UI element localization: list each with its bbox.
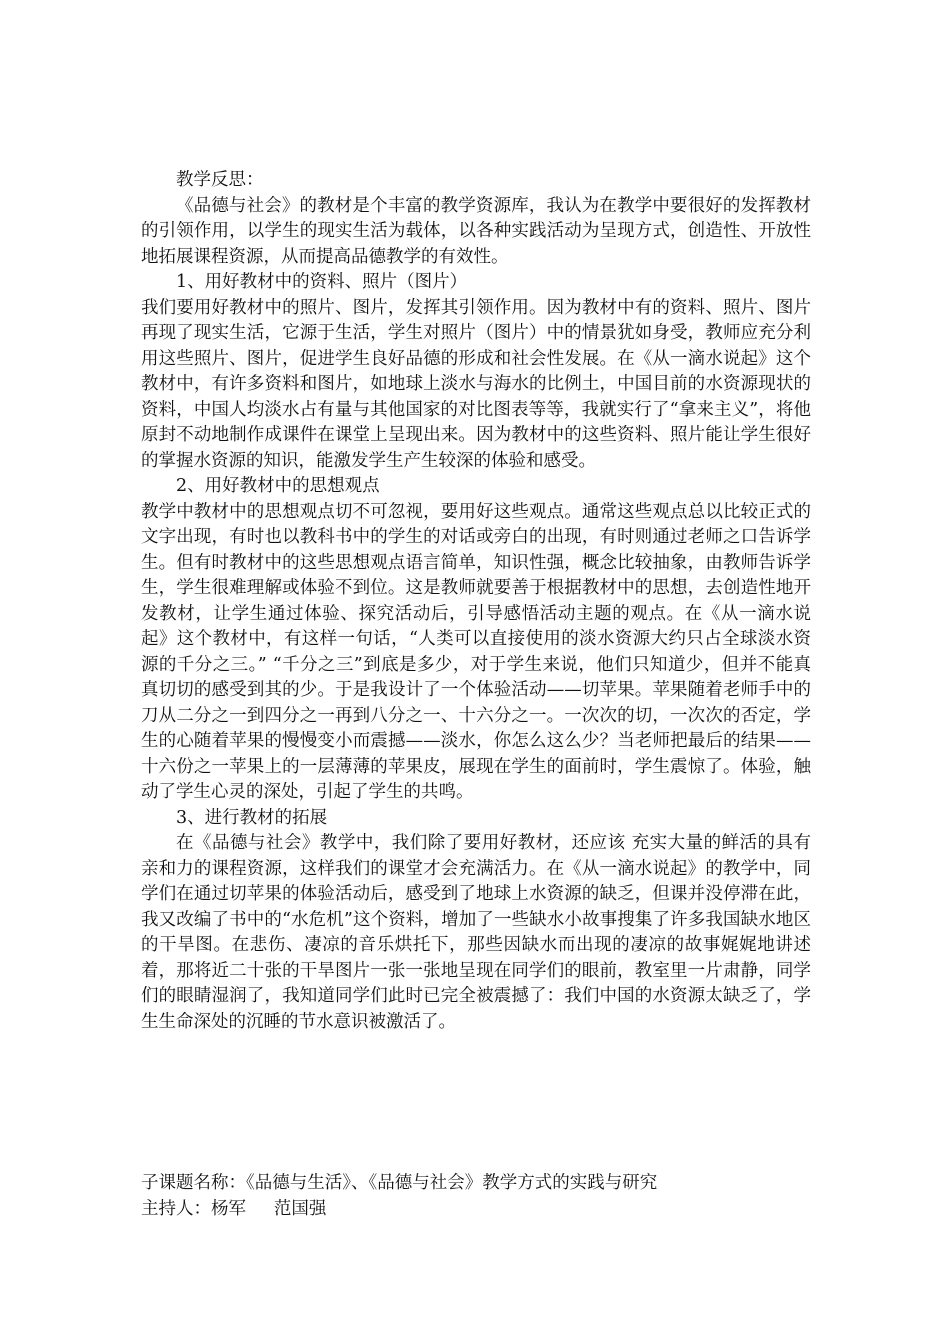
reflection-body [141, 168, 811, 1035]
reflection-heading: 教学反思： [176, 170, 264, 190]
host-names: 主持人：杨军 范国强 [141, 1198, 327, 1219]
section-1-title: 1、用好教材中的资料、照片（图片） [176, 272, 468, 292]
section-3-title: 3、进行教材的拓展 [176, 807, 328, 828]
section-3-body: 在《品德与社会》教学中，我们除了要用好教材，还应该 充实大量的鲜活的具有亲和力的课程资源，这样我们的课堂才会充满活力。在《从一滴水说起》的教学中，同学们在通过切苹果的体验活动后，感受到了地球上水资源的缺乏，但课并没停滞在此，我又改编了书中的“水危机”这个资料，增加了一些缺水小故事搜集了许多我国缺水地区的干旱图。在悲伤、凄凉的音乐烘托下，那些因缺水而出现的凄凉的故事娓娓地讲述着，那将近二十张的干旱图片一张一张地呈现在同学们的眼前，教室里一片肃静，同学们的眼睛湿润了，我知道同学们此时已完全被震撼了：我们中国的水资源太缺乏了，学生生命深处的沉睡的节水意识被激活了。 [141, 833, 811, 1032]
section-2-body: 教学中教材中的思想观点切不可忽视，要用好这些观点。通常这些观点总以比较正式的文字出现，有时也以教科书中的学生的对话或旁白的出现，有时则通过老师之口告诉学生。但有时教材中的这些思想观点语言简单，知识性强，概念比较抽象，由教师告诉学生，学生很难理解或体验不到位。这是教师就要善于根据教材中的思想，去创造性地开发教材，让学生通过体验、探究活动后，引导感悟活动主题的观点。在《从一滴水说起》这个教材中，有这样一句话，“人类可以直接使用的淡水资源大约只占全球淡水资源的千分之三。” “千分之三”到底是多少，对于学生来说，他们只知道少，但并不能真真切切的感受到其的少。于是我设计了一个体验活动——切苹果。苹果随着老师手中的刀从二分之一到四分之一再到八分之一、十六分之一。一次次的切，一次次的否定，学生的心随着苹果的慢慢变小而震撼——淡水，你怎么这么少？当老师把最后的结果——十六份之一苹果上的一层薄薄的苹果皮，展现在学生的面前时，学生震惊了。体验，触动了学生心灵的深处，引起了学生的共鸣。 [141, 501, 811, 802]
subtopic-name: 子课题名称：《品德与生活》、《品德与社会》教学方式的实践与研究 [141, 1173, 658, 1193]
intro-paragraph: 《品德与社会》的教材是个丰富的教学资源库，我认为在教学中要很好的发挥教材的引领作用，以学生的现实生活为载体，以各种实践活动为呈现方式，创造性、开放性地拓展课程资源，从而提高品德教学的有效性。 [141, 195, 811, 267]
section-1-body: 我们要用好教材中的照片、图片，发挥其引领作用。因为教材中有的资料、照片、图片再现了现实生活，它源于生活，学生对照片（图片）中的情景犹如身受，教师应充分利用这些照片、图片，促进学生良好品德的形成和社会性发展。在《从一滴水说起》这个教材中，有许多资料和图片，如地球上淡水与海水的比例土，中国目前的水资源现状的资料，中国人均淡水占有量与其他国家的对比图表等等，我就实行了“拿来主义”，将他原封不动地制作成课件在课堂上呈现出来。因为教材中的这些资料、照片能让学生很好的掌握水资源的知识，能激发学生产生较深的体验和感受。 [141, 297, 811, 471]
section-2-title: 2、用好教材中的思想观点 [176, 476, 380, 496]
project-info [141, 1171, 811, 1222]
